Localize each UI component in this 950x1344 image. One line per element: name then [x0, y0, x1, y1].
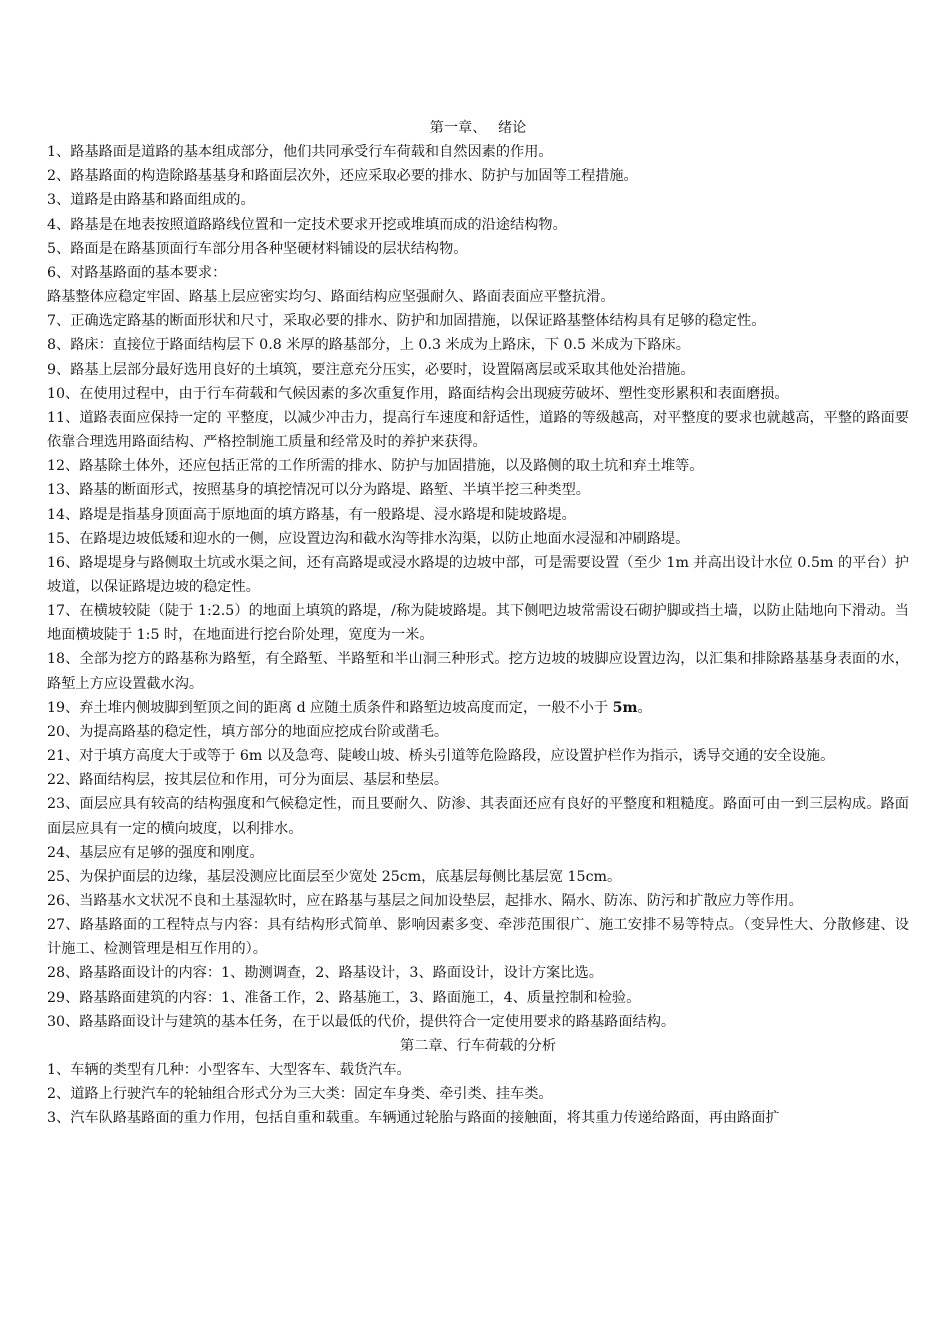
list-item: 2、路基路面的构造除路基基身和路面层次外，还应采取必要的排水、防护与加固等工程措施。: [47, 168, 638, 185]
list-item: 14、路堤是指基身顶面高于原地面的填方路基，有一般路堤、浸水路堤和陡坡路堤。: [47, 506, 576, 523]
list-item: 12、路基除土体外，还应包括正常的工作所需的排水、防护与加固措施，以及路侧的取土坑和弃土堆等。: [47, 458, 704, 475]
list-item: 18、全部为挖方的路基称为路堑，有全路堑、半路堑和半山洞三种形式。挖方边坡的坡脚应设置边沟，以汇集和排除路基基身表面的水，路堑上方应设置截水沟。: [47, 651, 909, 692]
list-item: 4、路基是在地表按照道路路线位置和一定技术要求开挖或堆填而成的沿途结构物。: [47, 216, 567, 233]
list-item: 22、路面结构层，按其层位和作用，可分为面层、基层和垫层。: [47, 772, 449, 789]
list-item: 28、路基路面设计的内容：1、勘测调查，2、路基设计，3、路面设计，设计方案比选。: [47, 965, 603, 982]
list-item: 7、正确选定路基的断面形状和尺寸，采取必要的排水、防护和加固措施，以保证路基整体结构具有足够的稳定性。: [47, 313, 766, 330]
list-item: 10、在使用过程中，由于行车荷载和气候因素的多次重复作用，路面结构会出现疲劳破坏、塑性变形累积和表面磨损。: [47, 385, 789, 402]
list-item: 1、车辆的类型有几种：小型客车、大型客车、载货汽车。: [47, 1062, 411, 1079]
list-item: 3、道路是由路基和路面组成的。: [47, 192, 255, 209]
list-item-19-bold-value: 5m: [612, 699, 638, 716]
list-item: 5、路面是在路基顶面行车部分用各种坚硬材料铺设的层状结构物。: [47, 240, 468, 257]
list-item: 24、基层应有足够的强度和刚度。: [47, 844, 264, 861]
list-item: 21、对于填方高度大于或等于 6m 以及急弯、陡峻山坡、桥头引道等危险路段，应设置护栏作为指示，诱导交通的安全设施。: [47, 748, 835, 765]
list-item-19: [47, 696, 909, 720]
list-item: 16、路堤堤身与路侧取土坑或水渠之间，还有高路堤或浸水路堤的边坡中部，可是需要设置（至少 1m 并高出设计水位 0.5m 的平台）护坡道，以保证路堤边坡的稳定性。: [47, 554, 909, 595]
list-item: 23、面层应具有较高的结构强度和气候稳定性，而且要耐久、防渗、其表面还应有良好的平整度和粗糙度。路面可由一到三层构成。路面面层应具有一定的横向坡度，以利排水。: [47, 796, 909, 837]
list-item: 25、为保护面层的边缘，基层没测应比面层至少宽处 25cm，底基层每侧比基层宽 15cm。: [47, 868, 622, 885]
list-item: 20、为提高路基的稳定性，填方部分的地面应挖成台阶或凿毛。: [47, 723, 449, 740]
list-item: 3、汽车队路基路面的重力作用，包括自重和载重。车辆通过轮胎与路面的接触面，将其重力传递给路面，再由路面扩: [47, 1110, 780, 1127]
list-item: 30、路基路面设计与建筑的基本任务，在于以最低的代价，提供符合一定使用要求的路基路面结构。: [47, 1013, 676, 1030]
list-item: 26、当路基水文状况不良和土基湿软时，应在路基与基层之间加设垫层，起排水、隔水、防冻、防污和扩散应力等作用。: [47, 893, 803, 909]
document-page: [47, 116, 909, 1131]
list-item: 9、路基上层部分最好选用良好的土填筑，要注意充分压实，必要时，设置隔离层或采取其他处治措施。: [47, 361, 695, 378]
list-item: 17、在横坡较陡（陡于 1:2.5）的地面上填筑的路堤，/称为陡坡路堤。其下侧吧边坡常需设石砌护脚或挡土墙，以防止陆地向下滑动。当地面横坡陡于 1:5 时，在地面进行挖台阶处理，宽度为一米。: [47, 603, 909, 644]
list-item-19-end: 。: [637, 699, 652, 716]
list-item: 11、道路表面应保持一定的 平整度，以减少冲击力，提高行车速度和舒适性，道路的等级越高，对平整度的要求也就越高，平整的路面要依靠合理选用路面结构、严格控制施工质量和经常及时的养护来获得。: [47, 409, 909, 451]
chapter-2-title: 第二章、行车荷载的分析: [399, 1037, 557, 1054]
list-item: 1、路基路面是道路的基本组成部分，他们共同承受行车荷载和自然因素的作用。: [47, 144, 553, 161]
list-item: 2、道路上行驶汽车的轮轴组合形式分为三大类：固定车身类、牵引类、挂车类。: [47, 1086, 553, 1103]
chapter-1-title: 第一章、 绪论: [429, 120, 527, 136]
list-item: 29、路基路面建筑的内容：1、准备工作，2、路基施工，3、路面施工，4、质量控制和检验。: [47, 989, 641, 1006]
list-item-19-text: 19、弃土堆内侧坡脚到堑顶之间的距离 d 应随土质条件和路堑边坡高度而定，一般不小于: [47, 699, 613, 716]
list-item: 6、对路基路面的基本要求：: [47, 264, 227, 281]
list-item: 27、路基路面的工程特点与内容：具有结构形式简单、影响因素多变、牵涉范围很广、施工安排不易等特点。（变异性大、分散修建、设计施工、检测管理是相互作用的）。: [47, 917, 909, 958]
list-item: 13、路基的断面形式，按照基身的填挖情况可以分为路堤、路堑、半填半挖三种类型。: [47, 482, 590, 499]
list-item: 15、在路堤边坡低矮和迎水的一侧，应设置边沟和截水沟等排水沟渠，以防止地面水浸湿和冲刷路堤。: [47, 530, 690, 547]
list-item: 8、路床：直接位于路面结构层下 0.8 米厚的路基部分，上 0.3 米成为上路床，下 0.5 米成为下路床。: [47, 337, 690, 354]
list-item: 路基整体应稳定牢固、路基上层应密实均匀、路面结构应坚强耐久、路面表面应平整抗滑。: [47, 289, 615, 306]
